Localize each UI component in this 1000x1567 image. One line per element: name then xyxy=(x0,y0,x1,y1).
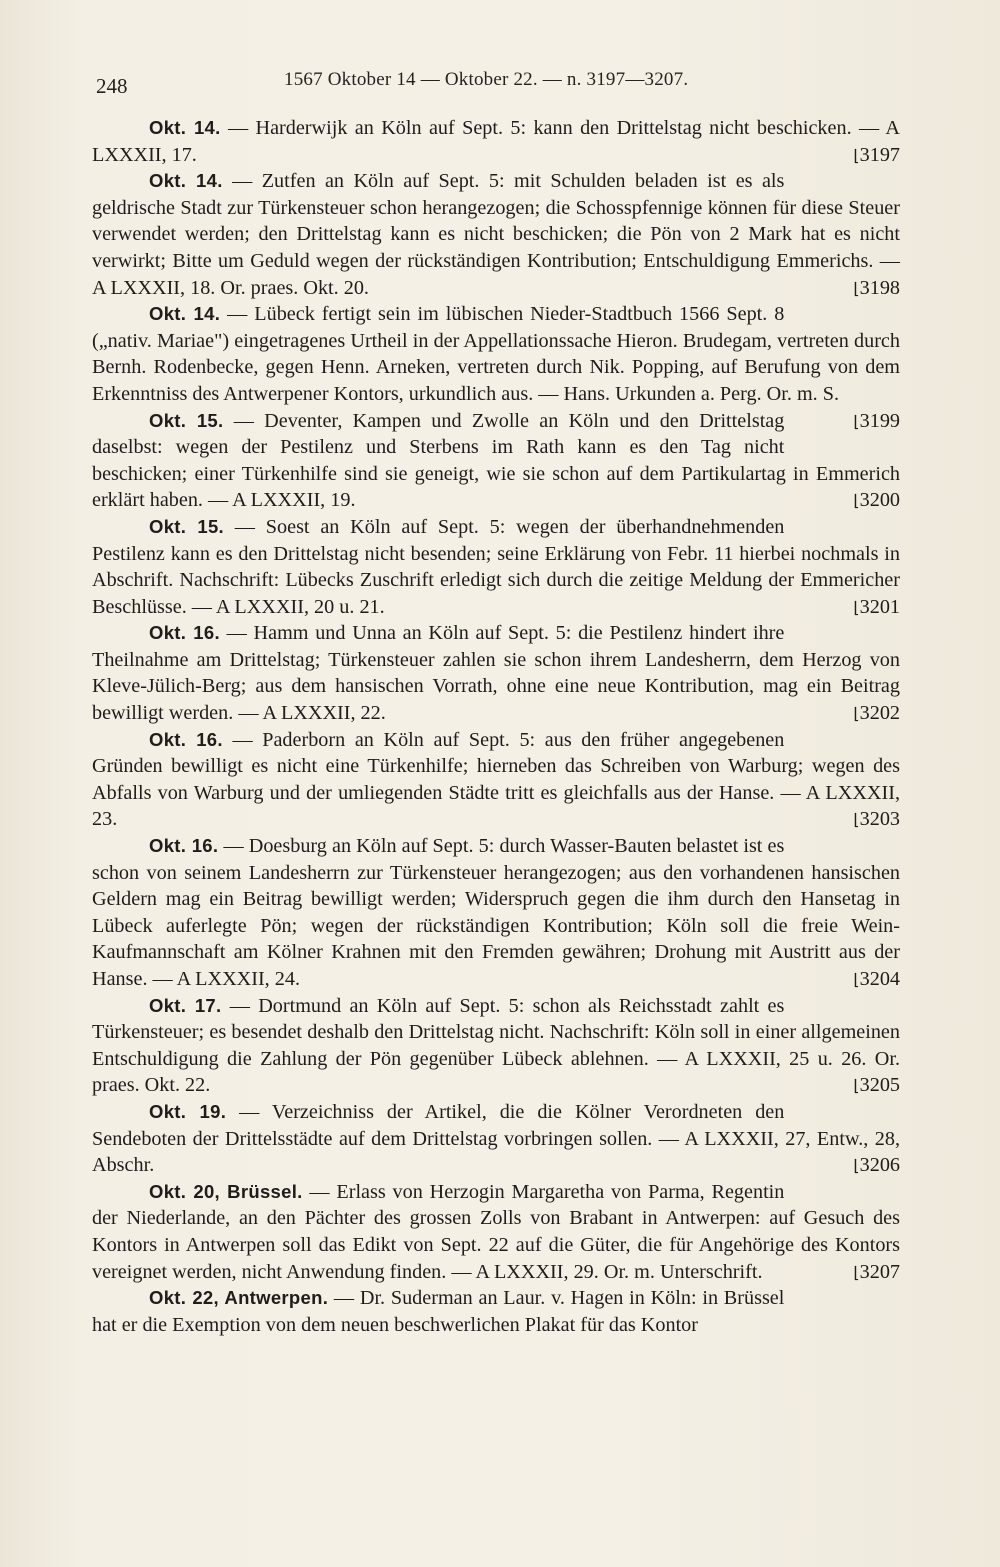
entry-date: Okt. 22, Antwerpen. xyxy=(149,1287,329,1309)
page-body xyxy=(92,115,900,1338)
entry-3202 xyxy=(92,620,900,726)
entry-continued xyxy=(92,1285,900,1338)
page-number: 248 xyxy=(96,74,128,98)
entry-number: ⌊ 3202 xyxy=(784,700,900,729)
entry-number: ⌊ 3203 xyxy=(784,806,900,835)
entry-date: Okt. 15. xyxy=(149,409,224,431)
entry-number: ⌊ 3206 xyxy=(784,1152,900,1181)
entry-number: ⌊ 3199 xyxy=(784,408,900,437)
entry-text: — Paderborn an Köln auf Sept. 5: aus den früher angegebenen Gründen bewilligt es nicht eine Türkenhilfe; hierneben das Schreiben von Warburg; wegen des Abfalls von Warburg und der umliegenden Städte tritt es gleichfalls aus der Hanse. — A LXXXII, 23. xyxy=(92,728,900,831)
entry-date: Okt. 16. xyxy=(149,728,223,750)
entry-text: — Zutfen an Köln auf Sept. 5: mit Schulden beladen ist es als geldrische Stadt zur Türkensteuer schon herangezogen; die Schosspfennige können für diese Steuer verwendet werden; den Drittelstag kann es nicht beschicken; die Pön von 2 Mark hat es nicht verwirkt; Bitte um Geduld wegen der rückständigen Kontribution; Entschuldigung Emmerichs. — A LXXXII, 18. Or. praes. Okt. 20. xyxy=(92,170,900,299)
entry-3205 xyxy=(92,993,900,1099)
entry-3203 xyxy=(92,727,900,833)
entry-number: ⌊ 3204 xyxy=(784,966,900,995)
entry-date: Okt. 14. xyxy=(149,170,223,192)
entry-3198 xyxy=(92,168,900,301)
entry-text: — Soest an Köln auf Sept. 5: wegen der überhandnehmenden Pestilenz kann es den Drittelstag nicht besenden; seine Erklärung von Febr. 11 hierbei nochmals in Abschrift. Nachschrift: Lübecks Zuschrift erledigt sich durch die zeitige Meldung der Emmericher Beschlüsse. — A LXXXII, 20 u. 21. xyxy=(92,515,900,618)
entry-date: Okt. 14. xyxy=(149,303,221,325)
entry-date: Okt. 14. xyxy=(149,117,221,138)
entry-number: ⌊ 3205 xyxy=(784,1072,900,1101)
entry-date: Okt. 19. xyxy=(149,1100,227,1122)
entry-3197 xyxy=(92,115,900,168)
entry-3206 xyxy=(92,1099,900,1179)
entry-3204 xyxy=(92,833,900,993)
entry-text: — Dortmund an Köln auf Sept. 5: schon als Reichsstadt zahlt es Türkensteuer; es besendet deshalb den Drittelstag nicht. Nachschrift: Köln soll in einer allgemeinen Entschuldigung die Zahlung der Pön gegenüber Lübeck ablehnen. — A LXXXII, 25 u. 26. Or. praes. Okt. 22. xyxy=(92,994,900,1097)
entry-text: — Doesburg an Köln auf Sept. 5: durch Wasser-Bauten belastet ist es schon von seinem Landesherrn zur Türkensteuer herangezogen; aus den vorhandenen hansischen Geldern mag ein Beitrag bewilligt werden; Widerspruch gegen die ihm durch den Hansetag in Lübeck auferlegte Pön; wegen der rückständigen Kontribution; Köln soll die freie Wein-Kaufmannschaft am Kölner Krahnen mit den Fremden gewähren; Drohung mit Austritt aus der Hanse. — A LXXXII, 24. xyxy=(92,835,900,990)
entry-text: — Dr. Suderman an Laur. v. Hagen in Köln: in Brüssel hat er die Exemption von dem neuen beschwerlichen Plakat für das Kontor xyxy=(92,1287,785,1336)
entry-date: Okt. 15. xyxy=(149,515,224,537)
entry-text: — Verzeichniss der Artikel, die die Kölner Verordneten den Sendeboten der Drittelsstädte auf dem Drittelstag vorbringen sollen. — A LXXXII, 27, Entw., 28, Abschr. xyxy=(92,1100,900,1177)
entry-3207 xyxy=(92,1179,900,1285)
entry-number: ⌊ 3197 xyxy=(784,142,900,171)
entry-text: — Hamm und Unna an Köln auf Sept. 5: die Pestilenz hindert ihre Theilnahme am Drittelstag; Türkensteuer zahlen sie schon ihrem Landesherrn, dem Herzog von Kleve-Jülich-Berg; aus dem hansischen Vorrath, ohne eine neue Kontribution, mag ein Beitrag bewilligt werden. — A LXXXII, 22. xyxy=(92,622,900,725)
entry-text: — Lübeck fertigt sein im lübischen Nieder-Stadtbuch 1566 Sept. 8 („nativ. Mariae") eingetragenes Urtheil in der Appellationssache Hieron. Brudegam, vertreten durch Bernh. Rodenbecke, gegen Henn. Arneken, vertreten durch Nik. Popping, auf Berufung von dem Erkenntniss des Antwerpener Kontors, urkundlich aus. — Hans. Urkunden a. Perg. Or. m. S. xyxy=(92,303,900,405)
entry-date: Okt. 17. xyxy=(149,994,222,1016)
entry-number: ⌊ 3200 xyxy=(784,487,900,516)
entry-text: — Harderwijk an Köln auf Sept. 5: kann den Drittelstag nicht beschicken. — A LXXXII, 17. xyxy=(92,117,900,166)
entry-3201 xyxy=(92,514,900,620)
entry-date: Okt. 16. xyxy=(149,622,220,644)
entry-text: — Deventer, Kampen und Zwolle an Köln und den Drittelstag daselbst: wegen der Pestilenz und Sterbens im Rath kann es den Tag nicht beschicken; einer Türkenhilfe sind sie geneigt, wie sie schon auf dem Partikulartag in Emmerich erklärt haben. — A LXXXII, 19. xyxy=(92,409,900,512)
entry-date: Okt. 20, Brüssel. xyxy=(149,1180,303,1202)
entry-number: ⌊ 3198 xyxy=(784,275,900,304)
entry-number: ⌊ 3207 xyxy=(784,1259,900,1288)
entry-3200 xyxy=(92,408,900,514)
entry-number: ⌊ 3201 xyxy=(784,594,900,623)
entry-date: Okt. 16. xyxy=(149,835,219,857)
running-title: 1567 Oktober 14 — Oktober 22. — n. 3197—3207. xyxy=(284,69,689,90)
entry-text: — Erlass von Herzogin Margaretha von Parma, Regentin der Niederlande, an den Pächter des grossen Zolls von Brabant in Antwerpen: auf Gesuch des Kontors in Antwerpen soll das Edikt von Sept. 22 auf die Güter, die für Angehörige des Kontors vereignet werden, nicht Anwendung finden. — A LXXXII, 29. Or. m. Unterschrift. xyxy=(92,1180,900,1283)
